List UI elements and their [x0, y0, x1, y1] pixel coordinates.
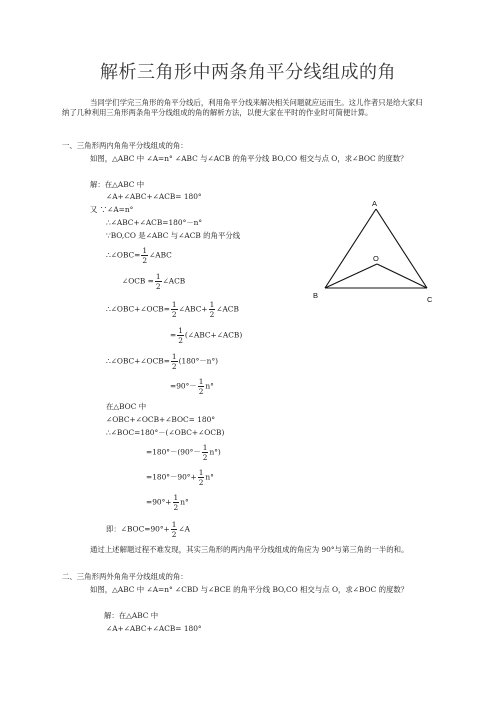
- s2-line-1: ∠A+∠ABC+∠ACB= 180°: [106, 624, 202, 633]
- fraction-half: $\frac{1}{2}$: [142, 246, 148, 265]
- fraction-half: $\frac{1}{2}$: [155, 272, 161, 291]
- s1-line-4: ∵BO,CO 是∠ABC 与∠ACB 的角平分线: [106, 231, 241, 240]
- s1-line-1: ∠A+∠ABC+∠ACB= 180°: [106, 192, 202, 201]
- s1-line-7: ∴∠OBC+∠OCB= $\frac{1}{2}$ ∠ABC+ $\frac{1}{2}$ ∠ACB: [106, 300, 239, 319]
- s1-line-5: ∴∠OBC= $\frac{1}{2}$ ∠ABC: [106, 246, 172, 265]
- triangle-figure: [310, 196, 440, 306]
- fraction-half: $\frac{1}{2}$: [171, 300, 177, 319]
- section-1-solve: 解：在△ABC 中: [90, 180, 145, 189]
- section-1-heading: 一、三角形两内角角平分线组成的角：: [62, 141, 188, 150]
- s1-line-13: ∴∠BOC=180°－(∠OBC+∠OCB): [106, 428, 225, 437]
- fraction-half: $\frac{1}{2}$: [198, 377, 204, 396]
- s1-line-10: =90°－ $\frac{1}{2}$ n°: [170, 377, 214, 396]
- s1-line-3: ∴∠ABC+∠ACB=180°－n°: [106, 218, 203, 227]
- label-a: A: [372, 199, 378, 208]
- section-1-problem: 如图，△ABC 中 ∠A=n° ∠ABC 与∠ACB 的角平分线 BO,CO 相交与点 O，求∠BOC 的度数？: [90, 154, 408, 163]
- s1-line-11: 在△BOC 中: [106, 402, 147, 411]
- s1-line-8: = $\frac{1}{2}$ (∠ABC+∠ACB): [170, 326, 243, 345]
- fraction-half: $\frac{1}{2}$: [198, 468, 204, 487]
- fraction-half: $\frac{1}{2}$: [202, 443, 208, 462]
- label-c: C: [427, 295, 433, 304]
- s1-line-9: ∴∠OBC+∠OCB= $\frac{1}{2}$ (180°－n°): [106, 352, 219, 371]
- page-title: 解析三角形中两条角平分线组成的角: [100, 62, 396, 83]
- s1-line-17: 即：∠BOC=90°+ $\frac{1}{2}$ ∠A: [106, 520, 190, 539]
- section-1-summary: 通过上述解题过程不难发现，其实三角形的两内角平分线组成的角应为 90°与第三角的一半的和。: [90, 545, 409, 554]
- s1-line-6: ∠OCB = $\frac{1}{2}$ ∠ACB: [122, 272, 186, 291]
- s1-line-12: ∠OBC+∠OCB+∠BOC= 180°: [106, 415, 216, 424]
- intro-paragraph: 当同学们学完三角形的角平分线后，利用角平分线来解决相关问题就应运而生。这儿作者只是给大家归纳了几种利用三角形两条角平分线组成的角的解析方法，以便大家在平时的作业时可简便计算。: [62, 98, 423, 117]
- s1-line-14: =180°－(90°－ $\frac{1}{2}$ n°): [146, 443, 221, 462]
- fraction-half: $\frac{1}{2}$: [209, 300, 215, 319]
- s1-line-16: =90°+ $\frac{1}{2}$ n°: [146, 493, 189, 512]
- section-2-heading: 二、三角形两外角角平分线组成的角：: [62, 572, 188, 581]
- fraction-half: $\frac{1}{2}$: [171, 520, 177, 539]
- section-2-problem: 如图，△ABC 中 ∠A=n° ∠CBD 与∠BCE 的角平分线 BO,CO 相交与点 O，求∠BOC 的度数？: [90, 585, 409, 594]
- s1-line-15: =180°－90°+ $\frac{1}{2}$ n°: [146, 468, 214, 487]
- fraction-half: $\frac{1}{2}$: [171, 352, 177, 371]
- s1-line-2: 又 ∵∠A=n°: [90, 205, 134, 214]
- label-o: O: [373, 254, 379, 263]
- fraction-half: $\frac{1}{2}$: [173, 493, 179, 512]
- section-2-solve: 解：在△ABC 中: [104, 611, 159, 620]
- label-b: B: [313, 291, 319, 300]
- fraction-half: $\frac{1}{2}$: [178, 326, 183, 345]
